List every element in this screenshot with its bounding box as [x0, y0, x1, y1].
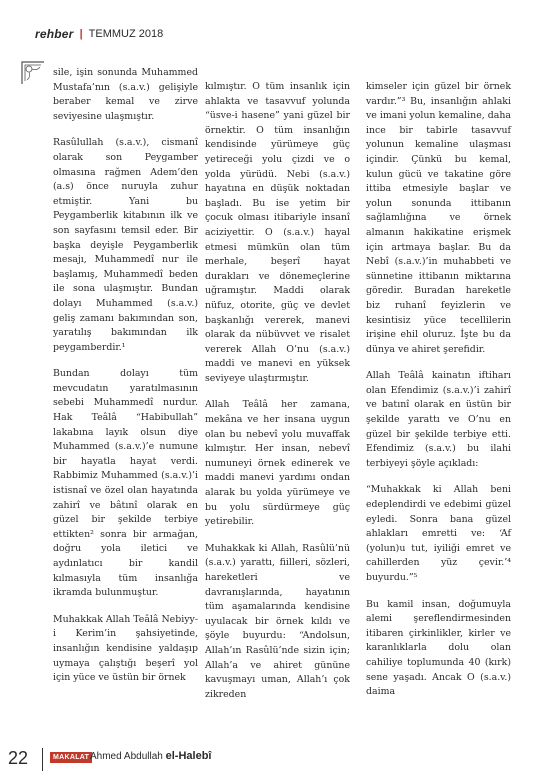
paragraph: Allah Teâlâ kainatın iftiharı olan Efendimiz (s.a.v.)’i zahirî ve batınî olarak en üstün bir şekilde yarattı ve O’nu en güzel bir şekilde terbiye etti. Efendimiz (s.a.v.) bu ilahi terbiyeyi şöyle açıkladı: — [366, 370, 511, 469]
paragraph: sile, işin sonunda Muhammed Mustafa’nın (s.a.v.) gelişiyle beraber kemal ve zirve seviyesine ulaşmıştır. — [53, 67, 198, 122]
text-column-1 — [53, 66, 198, 698]
running-header — [35, 25, 163, 43]
paragraph: Muhakkak ki Allah, Rasûlü’nü (s.a.v.) yarattı, fiilleri, sözleri, hareketleri ve davranışlarında, hayatının tüm aşamalarında kendisine uyulacak bir örnek kıldı ve şöyle buyurdu: “Andolsun, Allah’ın Rasûlü’nde sizin için; Allah’a ve ahiret gününe kavuşmayı uman, Allah’ı çok zikreden — [205, 542, 350, 700]
paragraph: Bundan dolayı tüm mevcudatın yaratılmasının sebebi Muhammedî nurdur. Hak Teâlâ “Habibullah” lakabına layık olsun diye Muhammed (s.a.v.)’e numune bir hayatla hayat verdi. Rabbimiz Muhammed (s.a.v.)’i istisnaî ve özel olan hayatında zahirî ve bâtınî olarak en güzel bir şekilde terbiye ettikten² sonra bir armağan, doğru yola iletici ve aydınlatıcı bir kandil kılmasıyla tüm insanlığa ikramda bulunmuştur. — [53, 368, 198, 599]
magazine-brand: rehber — [35, 27, 74, 41]
header-separator: | — [79, 28, 83, 40]
author-last-name: el-Halebî — [165, 750, 212, 762]
paragraph: kimseler için güzel bir örnek vardır.”³ Bu, insanlığın ahlaki ve imani yolun kemaline, daha ince bir tabirle tasavvuf yolunun kemaline ulaşması içindir. Çünkü bu kemal, kulun gücü ve takatine göre ittiba etmesiyle başlar ve yolun sonunda ittibanın sağlamlığına ve örnek almanın hakikatine erişmek için artmaya başlar. Bu da Nebî (s.a.v.)’in muhabbeti ve sünnetine ittibanın miktarına göredir. Buradan hareketle biz ruhanî feyizlerin ve kesintisiz yüce tecellilerin irişine ehil oluruz. İşte bu da dünya ve ahiret şerefidir. — [366, 81, 511, 355]
page-footer — [0, 748, 553, 770]
paragraph: kılmıştır. O tüm insanlık için ahlakta ve tasavvuf yolunda “üsve-i hasene” yani güzel bir örnektir. O tüm insanlığın kendisinde yürümeye güç yetireceği yolu çizdi ve o yolda yürüdü. Nebi (s.a.v.) hayatına en düşük noktadan başladı. Bu ise yetim bir çocuk olması itibariyle insanî aciziyettir. O (s.a.v.) hayal etmesi mümkün olan tüm merhale, beşerî hayat durakları ve dönemeçlerine uğramıştır. Maddi olarak nüfuz, otorite, güç ve devlet başkanlığı vererek, manevi olarak da nübüvvet ve risalet vererek Allah O’nu (s.a.v.) maddi ve manevi en yüksek seviyeye ulaştırmıştır. — [205, 81, 350, 384]
page-number: 22 — [8, 748, 29, 768]
footer-divider — [42, 748, 43, 771]
author-first-name: Ahmed Abdullah — [90, 751, 163, 762]
section-tag: MAKALAT — [50, 752, 92, 763]
corner-ornament-icon — [20, 60, 46, 86]
paragraph: Bu kamil insan, doğumuyla alemi şereflendirmesinden itibaren çirkinlikler, kirler ve karanlıklarla dolu olan cahiliye toplumunda 40 (kırk) sene yaşadı. Ancak O (s.a.v.) daima — [366, 598, 511, 698]
paragraph: Allah Teâlâ her zamana, mekâna ve her insana uygun olan bu nebevî yolu muvaffak kılmıştır. Her insan, nebevî numuneyi örnek edinerek ve maddi manevi yardımı ondan alarak bu yolda yürümeye ve bu yolu sürdürmeye güç yetirebilir. — [205, 399, 350, 528]
paragraph: Rasûlullah (s.a.v.), cismanî olarak son Peygamber olmasına rağmen Adem’den (a.s) önce nuruyla zuhur etmiştir. Yani bu Peygamberlik kitabının ilk ve son sayfasını temsil eder. Bir başka deyişle Peygamberlik mesajı, Muhammedî nur ile başlamış, Muhammedî beden ile sona ulaşmıştır. Bundan dolayı Muhammed (s.a.v.) geliş zamanı bakımından son, yaratılış bakımından ilk peygamberdir.¹ — [53, 137, 198, 353]
issue-date: TEMMUZ 2018 — [88, 28, 164, 40]
paragraph: “Muhakkak ki Allah beni edeplendirdi ve edebimi güzel eyledi. Sonra bana güzel ahlakları emretti ve: ‘Af (yolun)u tut, iyiliği emret ve cahillerden yüz çevir.’⁴ buyurdu.”⁵ — [366, 484, 511, 583]
paragraph: Muhakkak Allah Teâlâ Nebiyy-i Kerim’in şahsiyetinde, insanlığın kendisine yaldaşıp uymaya çalıştığı beşerî yol için yüce ve üstün bir örnek — [53, 613, 198, 684]
text-column-3 — [366, 80, 511, 712]
text-column-2 — [205, 80, 350, 714]
author-name — [90, 750, 211, 762]
